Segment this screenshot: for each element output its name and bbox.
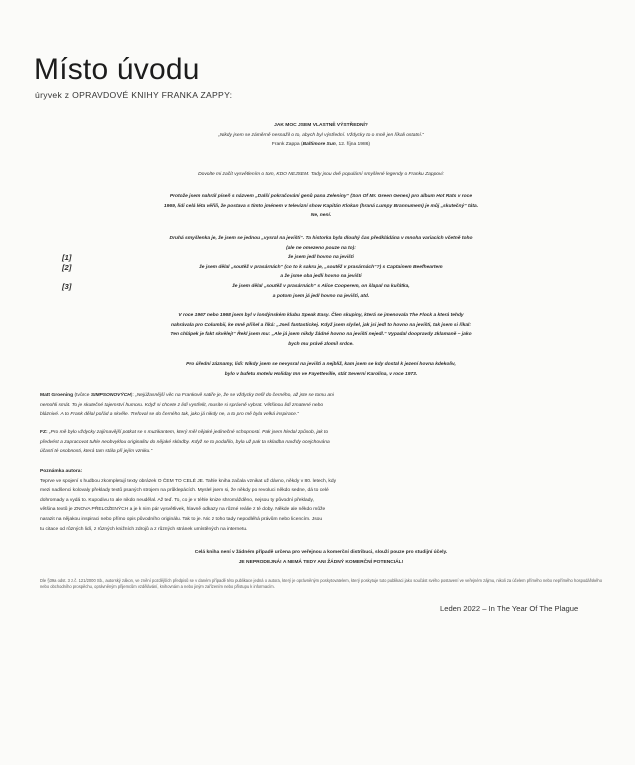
section-heading: JAK MOC JSEM VLASTNĚ VÝSTŘEDNÍ? — [274, 123, 368, 128]
fz-first-line — [40, 428, 602, 438]
legend-two-line: Druhá smyšlenka je, že jsem se jednou „vysral na jevišti“. Ta historka byla dlouhý čas předkládána v mnoha variacích včetně toho — [169, 236, 473, 241]
legend-one-line: Ne, není. — [310, 213, 332, 219]
groening-show: SIMPSONOVÝCH — [90, 393, 131, 398]
legend-two-line: (ale ne omezeno pouze na to): — [286, 245, 356, 251]
fz-line: předvést a zapracovat tuhle neobvyklou originalitu do nějaké skladby. Když se to podařilo, byla už pak ta skladba navždy ocejchována — [40, 439, 330, 445]
author-note-line: mezi nadšenci kolovaly překlady textů psaných strojem na průklepácích. Myslel jsem si, že někdy po revoluci někdo sedne, dá to celé — [40, 488, 329, 494]
attribution-source: Baltimore Sun — [302, 142, 336, 148]
list-number: [2] — [62, 262, 72, 272]
author-note-line: dohromady a vydá to. Kupodivu to ale nikdo neudělal. Až teď. To, co je v téhle knize shromážděno, nejsou ty původní překlady, — [40, 497, 314, 503]
story-line: nahrávala pro Columbii, ke mně přišel a říká: „Jseš fantastickej. Když jsem slyšel, jak jsi jedl to hovno na jevišti, tak jsem si říkal: — [170, 322, 472, 328]
list-item — [40, 253, 602, 263]
groening-line: „Nejúžasnější věc na Frankově satiře je, že se vždycky trefil do černého, až jste se tomu ani — [135, 393, 334, 398]
quote-attribution — [40, 140, 602, 150]
fz-label: FZ: — [40, 430, 48, 435]
opening-quote: „Nikdy jsem se záměrně nesnažil o to, abych byl výstřední. Vždycky to o mně jen říkali ostatní.“ — [218, 132, 424, 138]
story-line: Ten chlápek je fakt skvělej!“ Řekl jsem mu: „Ale já jsem nikdy žádné hovno na jevišti nejedl.“ Vypadal doopravdy zklamaně – jako — [170, 332, 472, 338]
author-note-line: tu citace od různých lidí, z různých knižních zdrojů a z různých stránek umístěných na internetu. — [40, 526, 248, 532]
list-text: a že jsme oba jedli hovno na jevišti — [280, 274, 362, 280]
groening-line: nemohli smát. To je skutečné tajemství humoru. Když si chcete z lidí vystřelit, musíte si správně vybrat. Většinou lidí zmatené nebo — [40, 402, 324, 408]
page-title: Místo úvodu — [34, 53, 200, 86]
groening-paren-open: (tvůrce — [73, 393, 91, 398]
legend-one — [40, 192, 602, 221]
author-note-line: Teprve ve spojení s hudbou zkompletují texty obrázek O ČEM TO CELÉ JE. Tahle kniha začala vznikat už dávno, někdy v 80. letech, kdy — [40, 478, 337, 484]
disclaimer-line: JE NEPRODEJNÁ! A NEMÁ TEDY ANI ŽÁDNÝ KOMERČNÍ POTENCIÁL! — [238, 559, 404, 565]
groening-first-line — [40, 391, 602, 401]
list-item — [40, 263, 602, 273]
fz-line: účastí té osobnosti, která tam stála při jejím vzniku.“ — [40, 449, 153, 455]
author-note-heading: Poznámka autora: — [40, 469, 83, 474]
list-number: [3] — [62, 281, 72, 291]
list-item — [40, 292, 602, 302]
list-item — [40, 282, 602, 292]
record-line: bylo v bufetu motelu Holiday Inn ve Fayetteville, stát Severní Karolína, v roce 1973. — [224, 371, 418, 377]
story-line: bych mu právě zlomil srdce. — [288, 341, 354, 347]
groening-paren-close: ): — [130, 393, 136, 398]
page-subtitle: úryvek z OPRAVDOVÉ KNIHY FRANKA ZAPPY: — [35, 90, 233, 100]
legend-one-line: 1969, lidi celá léta věřili, že postava s tímto jménem v televizní show Kapitán Klokan (hraná Lumpy Brannumem) je můj „skutečný“ táta. — [163, 203, 479, 209]
author-note-line: narazit na nějakou inspiraci nebo přímo opis původního originálu. Tak to je. Nic z toho tady nepodléhá právům nebo licencím. Jsou — [40, 516, 323, 522]
document-date: Leden 2022 – In The Year Of The Plague — [440, 604, 579, 613]
groening-name: Matt Groening — [40, 393, 74, 398]
story-line: V roce 1967 nebo 1968 jsem byl v londýnském klubu Speak Easy. Člen skupiny, která se jmenovala The Flock a která tehdy — [178, 313, 464, 318]
intro-paragraph — [40, 170, 602, 180]
record-paragraph — [40, 360, 602, 379]
attribution-prefix: Frank Zappa ( — [271, 142, 303, 148]
author-note-line: většina textů je ZNOVA PŘELOŽENÝCH a je k nim pár vysvětlivek, hlavně odkazy na různé reálie z té doby. Někde ale někdo může — [40, 507, 326, 513]
story-paragraph — [40, 311, 602, 349]
disclaimer — [40, 548, 602, 567]
list-number: [1] — [62, 253, 72, 263]
list-text: že jsem dělal „soutěž v prasárnách“ s Alice Cooperem, on šlapal na kuřátka, — [232, 283, 410, 289]
intro-text: Dovolte mi začít vysvětlením o tom, KDO NEJSEM. Tady jsou dvě populární smyšlené legendy o Franku Zappovi: — [198, 172, 444, 177]
author-note — [40, 467, 602, 534]
groening-line: bláznivé. A to Frank dělal pořád a skvěle. Trefoval se do černého tak, jako já nikdy ne, a to pro mě byla velká inspirace.“ — [40, 412, 299, 418]
legal-fineprint: Dle §39a odst. 3 z.č. 121/2000 Sb., autorský zákon, ve znění pozdějších předpisů se v daném případě této publikace jedná o autora, který je oprávněným poskytovatelem, který poskytuje tuto publikaci jako součást svého postavení ve veřejném zájmu, nikoli za účelem přímého nebo nepřímého hospodářského nebo obchodního prospěchu, oprávněným přijemcům vzdělávání, knihovnám a nebo jiným zařízením nebo přístupu k informacím. — [40, 578, 602, 589]
legend-two — [40, 234, 602, 301]
list-text: a potom jsem já jedl hovno na jevišti, atd. — [272, 293, 370, 299]
legend-one-line: Protože jsem nahrál píseň s názvem „Další pokračování genů pana Zeleniny“ (Son Of Mr. Green Genes) pro album Hot Rats v roce — [169, 194, 473, 199]
list-text: že jsem jedl hovno na jevišti — [288, 255, 354, 261]
groening-quote — [40, 391, 602, 420]
section-eccentric — [40, 121, 602, 150]
disclaimer-line: Celá kniha není v žádném případě určena pro veřejnou a komerční distribuci, slouží pouze pro studijní účely. — [194, 550, 448, 555]
list-item — [40, 272, 602, 282]
list-text: že jsem dělal „soutěž v prasárnách“ (co to k sakru je, „soutěž v prasárnách“?) s Captainem Beefheartem — [199, 264, 443, 270]
fz-quote — [40, 428, 602, 457]
attribution-suffix: , 12. října 1986) — [335, 142, 371, 148]
record-line: Pro úřední záznamy, lidi: Nikdy jsem se nevysral na jevišti a nejbliž, kam jsem se kdy dostal k jezení hovna kdekoliv, — [186, 362, 456, 367]
fz-line: „Pro mě bylo vždycky zajímavější potkat se s muzikantem, který měl nějaké jedinečné schopnosti. Pak jsem hledal způsob, jak to — [47, 430, 329, 435]
